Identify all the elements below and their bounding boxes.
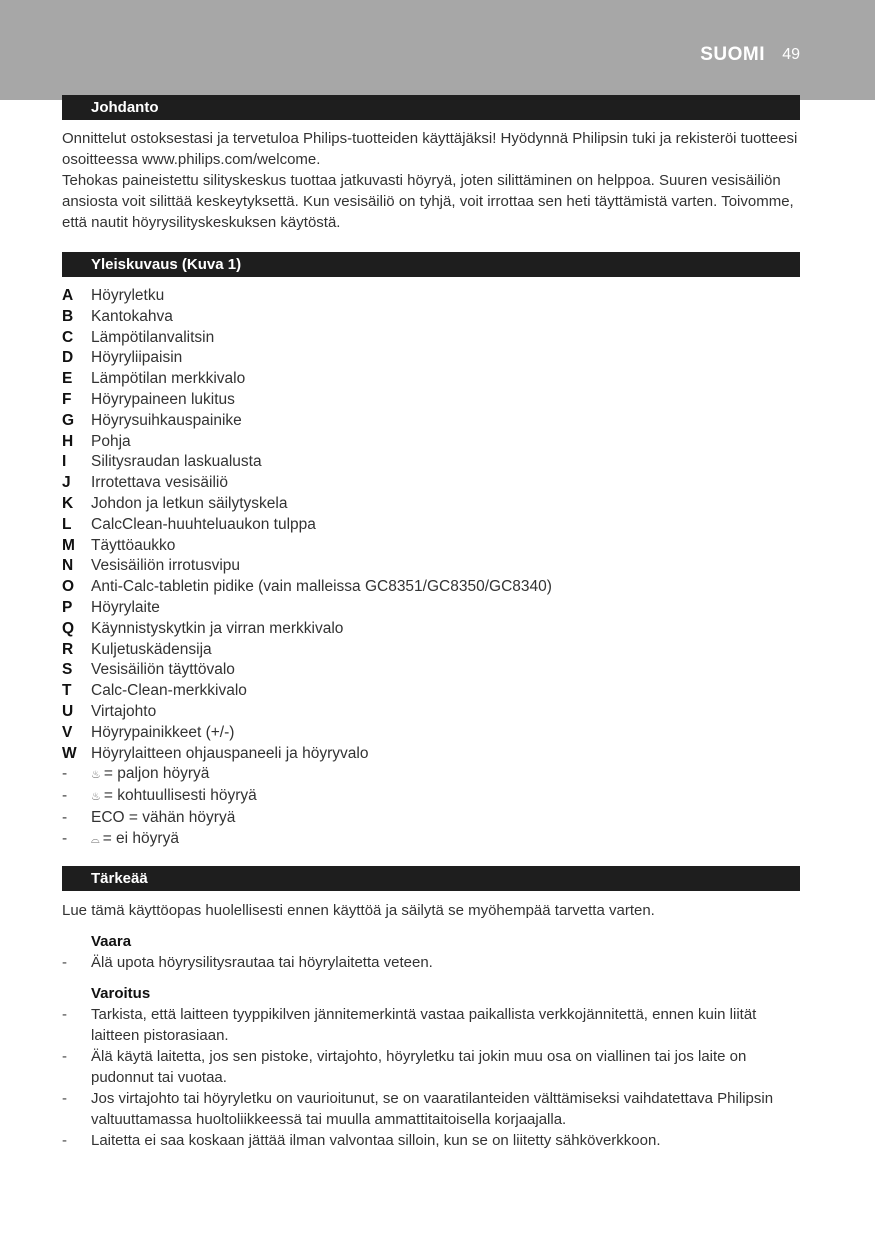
steam-level-text: ECO = vähän höyryä	[91, 808, 236, 826]
item-letter: W	[62, 744, 77, 762]
dash: -	[62, 1006, 67, 1023]
dash: -	[62, 787, 68, 805]
steam-level-item	[62, 829, 800, 851]
danger-text: Älä upota höyrysilitysrautaa tai höyrylaitetta veteen.	[91, 954, 433, 971]
item-letter: A	[62, 287, 74, 304]
list-item	[62, 515, 800, 536]
list-item	[62, 452, 800, 473]
list-item	[62, 536, 800, 557]
list-item	[62, 307, 800, 328]
item-letter: H	[62, 432, 74, 450]
item-text: Täyttöaukko	[91, 536, 176, 554]
list-item	[62, 348, 800, 369]
dash: -	[62, 954, 67, 971]
list-item	[62, 494, 800, 515]
item-text: CalcClean-huuhteluaukon tulppa	[91, 515, 316, 533]
item-letter: C	[62, 328, 74, 346]
list-item	[62, 681, 800, 702]
item-letter: T	[62, 682, 72, 700]
item-text: Virtajohto	[91, 702, 157, 720]
dash: -	[62, 1048, 67, 1065]
steam-high-icon: ♨	[91, 769, 101, 782]
language-label: SUOMI	[700, 44, 765, 65]
item-letter: J	[62, 474, 71, 492]
item-text: Anti-Calc-tabletin pidike (vain malleissa GC8351/GC8350/GC8340)	[91, 578, 552, 596]
list-item	[62, 619, 800, 640]
item-letter: L	[62, 515, 72, 533]
section-title-intro: Johdanto	[62, 95, 800, 120]
item-letter: U	[62, 702, 74, 720]
item-letter: Q	[62, 619, 75, 637]
section-title-overview: Yleiskuvaus (Kuva 1)	[62, 252, 800, 277]
intro-text	[62, 128, 800, 233]
dash: -	[62, 765, 68, 783]
danger-heading: Vaara	[91, 933, 132, 950]
list-item	[62, 556, 800, 577]
item-letter: O	[62, 578, 75, 596]
item-text: Johdon ja letkun säilytyskela	[91, 494, 288, 512]
list-item	[62, 702, 800, 723]
list-item	[62, 369, 800, 390]
list-item	[62, 640, 800, 661]
list-item	[62, 660, 800, 681]
item-text: Höyryletku	[91, 287, 165, 304]
warning-heading: Varoitus	[91, 985, 151, 1002]
item-letter: P	[62, 598, 73, 616]
item-letter: R	[62, 640, 74, 658]
warning-item	[62, 1046, 800, 1088]
header-band	[0, 0, 875, 100]
item-letter: E	[62, 370, 73, 388]
item-text: Kantokahva	[91, 307, 173, 325]
item-text: Vesisäiliön täyttövalo	[91, 661, 235, 679]
dash: -	[62, 1090, 67, 1107]
intro-paragraph: Onnittelut ostoksestasi ja tervetuloa Philips-tuotteiden käyttäjäksi! Hyödynnä Philipsin tuki ja rekisteröi tuotteesi osoitteessa www.philips.com/welcome.	[62, 130, 798, 168]
dash: -	[62, 1132, 67, 1149]
warning-text: Tarkista, että laitteen tyyppikilven jännitemerkintä vastaa paikallista verkkojännitettä, ennen kuin liität laitteen pistorasiaan.	[91, 1006, 757, 1044]
list-item	[62, 328, 800, 349]
important-content	[62, 900, 800, 1151]
item-text: Lämpötilanvalitsin	[91, 328, 215, 346]
warning-text: Laitetta ei saa koskaan jättää ilman valvontaa silloin, kun se on liitetty sähköverkkoon.	[91, 1132, 661, 1149]
item-letter: N	[62, 557, 74, 575]
list-item	[62, 598, 800, 619]
steam-level-text: = paljon höyryä	[103, 765, 210, 783]
parts-list	[62, 286, 800, 851]
dash: -	[62, 808, 68, 826]
list-item	[62, 411, 800, 432]
warning-item	[62, 1088, 800, 1130]
steam-level-text: = ei höyryä	[102, 829, 179, 847]
warning-text: Älä käytä laitetta, jos sen pistoke, virtajohto, höyryletku tai jokin muu osa on viallinen tai jos laite on pudonnut tai vuotaa.	[91, 1048, 747, 1086]
item-text: Kuljetuskädensija	[91, 640, 212, 658]
steam-level-text: = kohtuullisesti höyryä	[103, 787, 257, 805]
item-text: Pohja	[91, 432, 131, 450]
item-letter: I	[62, 453, 67, 471]
warning-text: Jos virtajohto tai höyryletku on vaurioitunut, se on vaaratilanteiden välttämiseksi vaihdatettava Philipsin valtuuttamassa huoltoliikkeessä tai muulla ammattitaitoisella korjaajalla.	[91, 1090, 774, 1128]
item-text: Calc-Clean-merkkivalo	[91, 682, 247, 700]
steam-level-item	[62, 808, 800, 829]
item-text: Höyrylaitteen ohjauspaneeli ja höyryvalo	[91, 744, 369, 762]
important-intro: Lue tämä käyttöopas huolellisesti ennen käyttöä ja säilytä se myöhempää tarvetta varten.	[62, 902, 655, 919]
item-text: Höyryliipaisin	[91, 349, 183, 367]
page-number: 49	[782, 46, 800, 63]
item-text: Höyrysuihkauspainike	[91, 411, 242, 429]
item-text: Höyrypainikkeet (+/-)	[91, 723, 235, 741]
list-item	[62, 577, 800, 598]
item-text: Irrotettava vesisäiliö	[91, 474, 228, 492]
item-text: Käynnistyskytkin ja virran merkkivalo	[91, 619, 344, 637]
item-text: Höyrylaite	[91, 598, 160, 616]
section-title-important: Tärkeää	[62, 866, 800, 891]
list-item	[62, 286, 800, 307]
warning-item	[62, 1004, 800, 1046]
item-letter: M	[62, 536, 75, 554]
list-item	[62, 744, 800, 765]
item-letter: K	[62, 494, 74, 512]
list-item	[62, 723, 800, 744]
steam-level-item	[62, 764, 800, 786]
item-letter: F	[62, 390, 72, 408]
steam-medium-icon: ♨	[91, 791, 101, 804]
danger-item	[62, 952, 800, 973]
list-item	[62, 473, 800, 494]
steam-level-item	[62, 786, 800, 808]
warning-item	[62, 1130, 800, 1151]
list-item	[62, 390, 800, 411]
item-letter: V	[62, 723, 73, 741]
item-text: Vesisäiliön irrotusvipu	[91, 557, 241, 575]
item-letter: S	[62, 661, 73, 679]
item-text: Silitysraudan laskualusta	[91, 453, 262, 471]
item-letter: D	[62, 349, 74, 367]
item-text: Höyrypaineen lukitus	[91, 390, 235, 408]
intro-paragraph: Tehokas paineistettu silityskeskus tuottaa jatkuvasti höyryä, joten silittäminen on helppoa. Suuren vesisäiliön ansiosta voit silittää keskeytyksettä. Kun vesisäiliö on tyhjä, voit irrottaa sen heti täyttämistä varten. Toivomme, että nautit höyrysilityskeskuksen käytöstä.	[62, 172, 794, 231]
item-text: Lämpötilan merkkivalo	[91, 370, 246, 388]
item-letter: B	[62, 307, 74, 325]
steam-off-icon: ⌓	[91, 833, 100, 846]
item-letter: G	[62, 411, 75, 429]
list-item	[62, 432, 800, 453]
dash: -	[62, 829, 68, 847]
